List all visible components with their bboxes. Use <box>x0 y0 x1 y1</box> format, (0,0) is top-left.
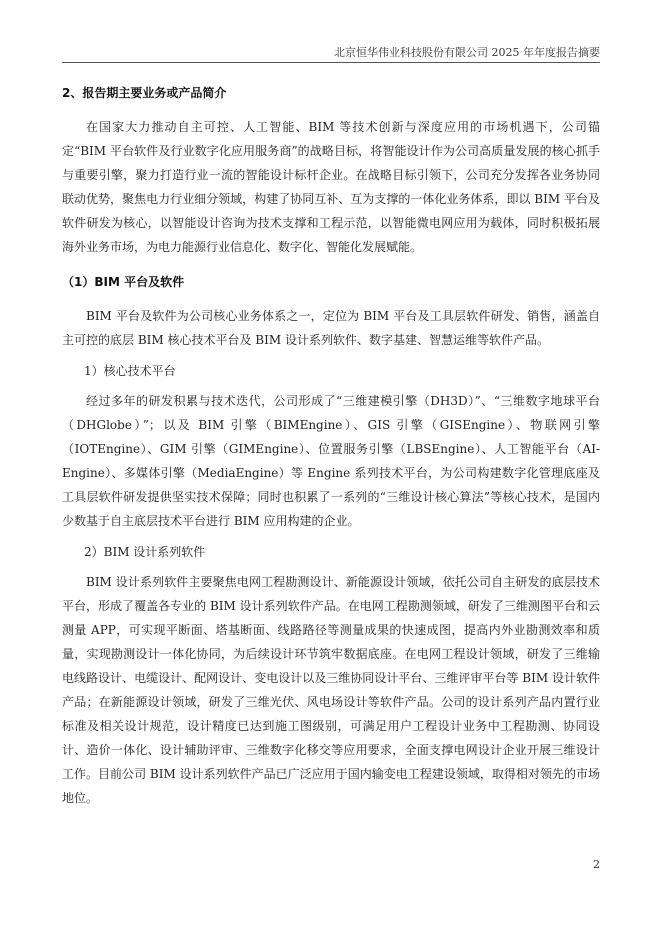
section-intro-paragraph: 在国家大力推动自主可控、人工智能、BIM 等技术创新与深度应用的市场机遇下，公司锚定“BIM 平台软件及行业数字化应用服务商”的战略目标，将智能设计作为公司高质量发展的核心抓手与重要引擎，聚力打造行业一流的智能设计标杆企业。在战略目标引领下，公司充分发挥各业务协同联动优势，聚焦电力行业细分领域，构建了协同互补、互为支撑的一体化业务体系，即以 BIM 平台及软件研发为核心，以智能设计咨询为技术支撑和工程示范，以智能微电网应用为载体，同时积极拓展海外业务市场，为电力能源行业信息化、数字化、智能化发展赋能。 <box>62 120 600 254</box>
document-body <box>62 74 600 818</box>
bim-intro-paragraph: BIM 平台及软件为公司核心业务体系之一，定位为 BIM 平台及工具层软件研发、销售，涵盖自主可控的底层 BIM 核心技术平台及 BIM 设计系列软件、数字基建、智慧运维等软件产品。 <box>62 309 600 347</box>
design-software-heading: 2）BIM 设计系列软件 <box>84 545 206 559</box>
page-header <box>62 44 600 63</box>
bim-heading: （1）BIM 平台及软件 <box>62 275 185 289</box>
core-platform-heading: 1）核心技术平台 <box>84 364 176 378</box>
header-title: 北京恒华伟业科技股份有限公司 2025 年年度报告摘要 <box>334 46 600 59</box>
design-software-paragraph: BIM 设计系列软件主要聚焦电网工程勘测设计、新能源设计领域，依托公司自主研发的底层技术平台，形成了覆盖各专业的 BIM 设计系列软件产品。在电网工程勘测领域，研发了三维测图平台和云测量 APP，可实现平断面、塔基断面、线路路径等测量成果的快速成图，提高内外业勘测效率和质量，实现勘测设计一体化协同，为后续设计环节筑牢数据底座。在电网工程设计领域，研发了三维输电线路设计、电缆设计、配网设计、变电设计以及三维协同设计平台、三维评审平台等 BIM 设计软件产品；在新能源设计领域，研发了三维光伏、风电场设计等软件产品。公司的设计系列产品内置行业标准及相关设计规范，设计精度已达到施工图级别，可满足用户工程设计业务中工程勘测、协同设计、造价一体化、设计辅助评审、三维数字化移交等应用要求，全面支撑电网设计企业开展三维设计工作。目前公司 BIM 设计系列软件产品已广泛应用于国内输变电工程建设领域，取得相对领先的市场地位。 <box>62 575 600 805</box>
core-platform-paragraph: 经过多年的研发积累与技术迭代，公司形成了“三维建模引擎（DH3D）”、“三维数字地球平台（DHGlobe）”；以及 BIM 引擎（BIMEngine）、GIS 引擎（GISEngine）、物联网引擎（IOTEngine）、GIM 引擎（GIMEngine）、位置服务引擎（LBSEngine）、人工智能平台（AI-Engine）、多媒体引擎（MediaEngine）等 Engine 系列技术平台，为公司构建数字化管理底座及工具层软件研发提供坚实技术保障；同时也积累了一系列的“三维设计核心算法”等核心技术，是国内少数基于自主底层技术平台进行 BIM 应用构建的企业。 <box>62 394 600 528</box>
section-heading: 2、报告期主要业务或产品简介 <box>62 86 227 100</box>
page-number: 2 <box>593 858 600 871</box>
